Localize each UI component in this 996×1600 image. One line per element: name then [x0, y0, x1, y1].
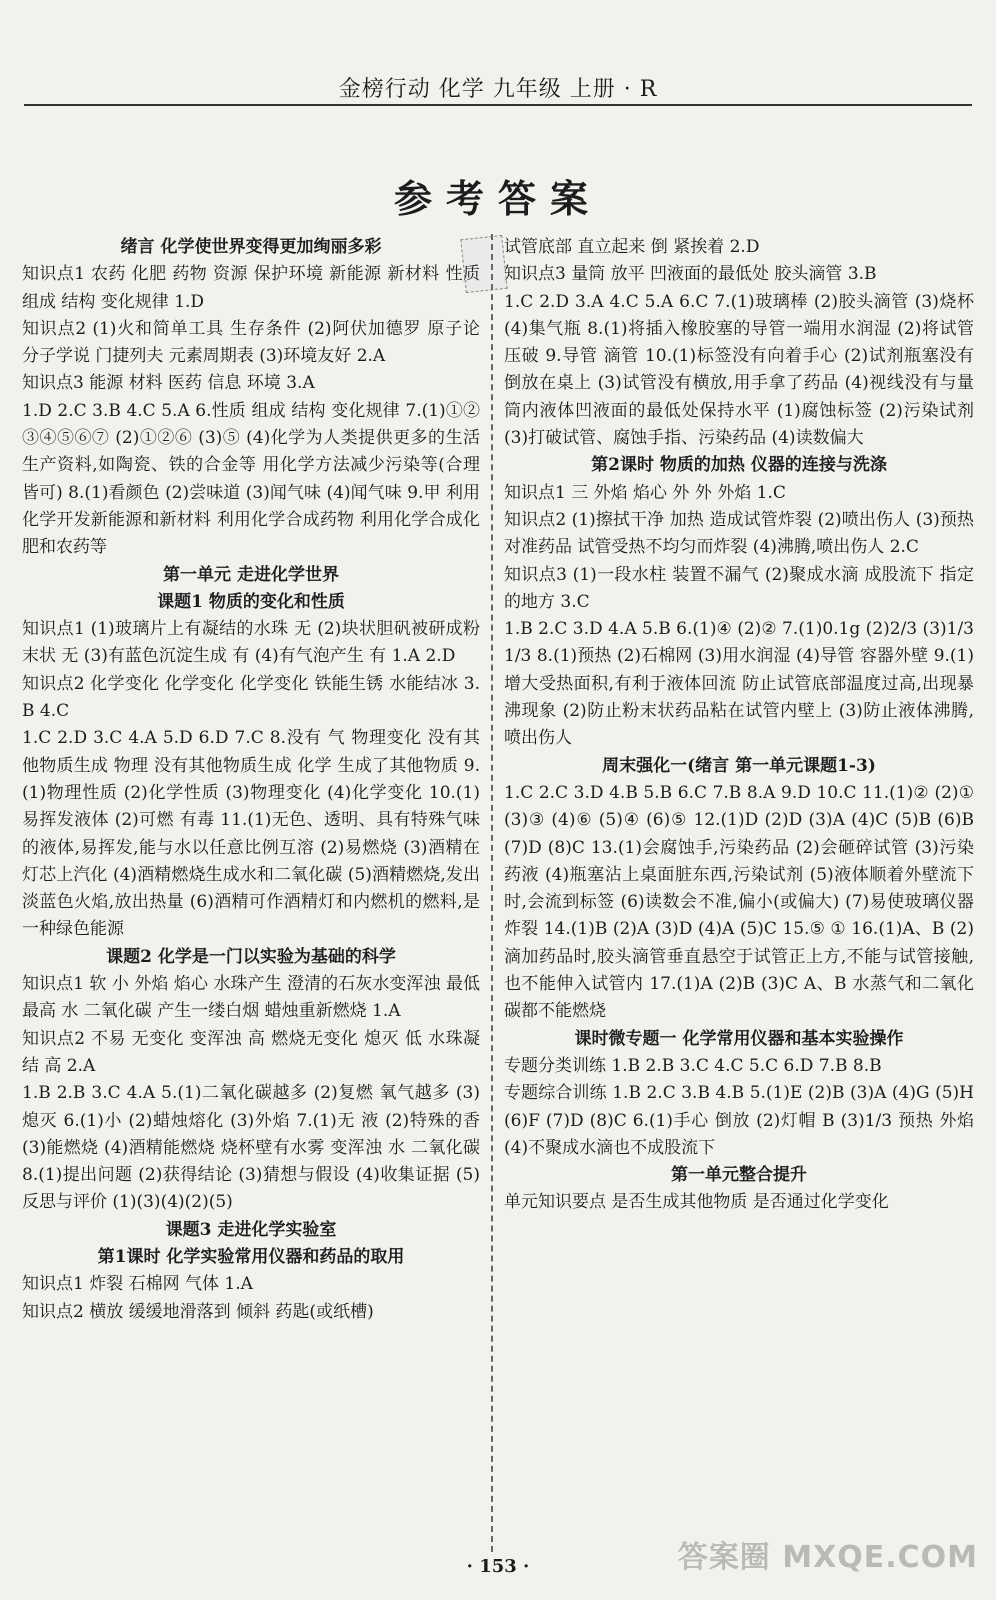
answer-paragraph: 知识点2 不易 无变化 变浑浊 高 燃烧无变化 熄灭 低 水珠凝结 高 2.A: [22, 1028, 480, 1076]
answer-paragraph: 1.C 2.C 3.D 4.B 5.B 6.C 7.B 8.A 9.D 10.C 11.(1)② (2)① (3)③ (4)⑥ (5)④ (6)⑤ 12.(1)D (2)D (3)A (4)C (5)B (6)B (7)D (8)C 13.(1)会腐蚀手,污染药品 (2)会砸碎试管 (3)污染药液 (4)瓶塞沾上桌面脏东西,污染试剂 (5)液体顺着外壁流下时,会流到标签 (6)读数会不准,偏小(或偏大) (7)易使玻璃仪器炸裂 14.(1)B (2)A (3)D (4)A (5)C 15.⑤ ① 16.(1)A、B (2)滴加药品时,胶头滴管垂直悬空于试管正上方,不能与试管接触,也不能伸入试管内 17.(1)A (2)B (3)C A、B 水蒸气和二氧化碳都不能燃烧: [504, 782, 974, 1022]
left-column: [22, 234, 480, 1326]
section-heading: 周末强化一(绪言 第一单元课题1-3): [602, 755, 876, 776]
section-heading: 课题3 走进化学实验室: [165, 1219, 337, 1240]
book-header: 金榜行动 化学 九年级 上册 · R: [338, 77, 658, 102]
answer-paragraph: 知识点3 能源 材料 医药 信息 环境 3.A: [22, 373, 315, 394]
answer-paragraph: 1.B 2.C 3.D 4.A 5.B 6.(1)④ (2)② 7.(1)0.1g (2)2/3 (3)1/3 1/3 8.(1)预热 (2)石棉网 (3)用水润湿 (4)导管 容器外壁 9.(1)增大受热面积,有利于液体回流 防止试管底部温度过高,出现暴沸现象 (2)防止粉末状药品粘在试管内壁上 (3)防止液体沸腾,喷出伤人: [504, 619, 974, 749]
answer-paragraph: 知识点1 农药 化肥 药物 资源 保护环境 新能源 新材料 性质 组成 结构 变化规律 1.D: [22, 264, 480, 312]
right-column: [504, 234, 974, 1217]
page-number: · 153 ·: [466, 1556, 530, 1577]
answer-paragraph: 1.C 2.D 3.A 4.C 5.A 6.C 7.(1)玻璃棒 (2)胶头滴管 (3)烧杯 (4)集气瓶 8.(1)将插入橡胶塞的导管一端用水润湿 (2)将试管压破 9.导管 滴管 10.(1)标签没有向着手心 (2)试剂瓶塞没有倒放在桌上 (3)试管没有横放,用手拿了药品 (4)视线没有与量筒内液体凹液面的最低处保持水平 (1)腐蚀标签 (2)污染试剂 (3)打破试管、腐蚀手指、污染药品 (4)读数偏大: [504, 291, 974, 449]
answer-paragraph: 知识点1 软 小 外焰 焰心 水珠产生 澄清的石灰水变浑浊 最低 最高 水 二氧化碳 产生一缕白烟 蜡烛重新燃烧 1.A: [22, 974, 480, 1022]
answer-paragraph: 知识点3 (1)一段水柱 装置不漏气 (2)聚成水滴 成股流下 指定的地方 3.C: [504, 564, 974, 612]
answer-paragraph: 知识点2 化学变化 化学变化 化学变化 铁能生锈 水能结冰 3.B 4.C: [22, 673, 480, 722]
answer-paragraph: 知识点1 三 外焰 焰心 外 外 外焰 1.C: [504, 482, 786, 503]
answer-paragraph: 知识点3 量筒 放平 凹液面的最低处 胶头滴管 3.B: [504, 264, 877, 285]
section-heading: 第一单元整合提升: [671, 1165, 807, 1186]
section-heading: 绪言 化学使世界变得更加绚丽多彩: [120, 237, 382, 257]
section-heading: 第1课时 化学实验常用仪器和药品的取用: [97, 1246, 405, 1267]
answer-paragraph: 1.B 2.B 3.C 4.A 5.(1)二氧化碳越多 (2)复燃 氧气越多 (3)熄灭 6.(1)小 (2)蜡烛熔化 (3)外焰 7.(1)无 液 (2)特殊的香 (3)能燃烧 (4)酒精能燃烧 烧杯壁有水雾 变浑浊 水 二氧化碳 8.(1)提出问题 (2)获得结论 (3)猜想与假设 (4)收集证据 (5)反思与评价 (1)(3)(4)(2)(5): [22, 1083, 480, 1213]
answer-paragraph: 试管底部 直立起来 倒 紧挨着 2.D: [504, 237, 760, 257]
page-title: 参考答案: [393, 176, 602, 221]
section-heading: 第2课时 物质的加热 仪器的连接与洗涤: [591, 455, 887, 476]
column-divider: [491, 234, 493, 1552]
answer-paragraph: 知识点1 (1)玻璃片上有凝结的水珠 无 (2)块状胆矾被研成粉末状 无 (3)有蓝色沉淀生成 有 (4)有气泡产生 有 1.A 2.D: [22, 619, 480, 667]
answer-paragraph: 专题综合训练 1.B 2.C 3.B 4.B 5.(1)E (2)B (3)A (4)G (5)H (6)F (7)D (8)C 6.(1)手心 倒放 (2)灯帽 B (3)1/3 预热 外焰 (4)不聚成水滴也不成股流下: [504, 1083, 974, 1158]
answer-paragraph: 知识点2 横放 缓缓地滑落到 倾斜 药匙(或纸槽): [22, 1301, 374, 1322]
answer-paragraph: 专题分类训练 1.B 2.B 3.C 4.C 5.C 6.D 7.B 8.B: [504, 1055, 882, 1076]
watermark-logo: 答案圈 MXQE.COM: [677, 1540, 978, 1575]
answer-paragraph: 1.C 2.D 3.C 4.A 5.D 6.D 7.C 8.没有 气 物理变化 没有其他物质生成 物理 没有其他物质生成 化学 生成了其他物质 9.(1)物理性质 (2)化学性质 (3)物理变化 (4)化学变化 10.(1)易挥发液体 (2)可燃 有毒 11.(1)无色、透明、具有特殊气味的液体,易挥发,能与水以任意比例互溶 (2)易燃烧 (3)酒精在灯芯上汽化 (4)酒精燃烧生成水和二氧化碳 (5)酒精燃烧,发出淡蓝色火焰,放出热量 (6)酒精可作酒精灯和内燃机的燃料,是一种绿色能源: [22, 728, 480, 940]
header-rule: [24, 104, 972, 106]
section-heading: 第一单元 走进化学世界: [163, 564, 339, 585]
answer-paragraph: 单元知识要点 是否生成其他物质 是否通过化学变化: [504, 1192, 889, 1213]
section-heading: 课时微专题一 化学常用仪器和基本实验操作: [574, 1028, 904, 1049]
answer-paragraph: 知识点2 (1)火和简单工具 生存条件 (2)阿伏加德罗 原子论 分子学说 门捷列夫 元素周期表 (3)环境友好 2.A: [22, 318, 480, 367]
section-heading: 课题2 化学是一门以实验为基础的科学: [106, 946, 396, 967]
answer-paragraph: 知识点2 (1)擦拭干净 加热 造成试管炸裂 (2)喷出伤人 (3)预热 对准药品 试管受热不均匀而炸裂 (4)沸腾,喷出伤人 2.C: [504, 509, 974, 558]
answer-paragraph: 1.D 2.C 3.B 4.C 5.A 6.性质 组成 结构 变化规律 7.(1)①②③④⑤⑥⑦ (2)①②⑥ (3)⑤ (4)化学为人类提供更多的生活生产资料,如陶瓷、铁的合金等 用化学方法减少污染等(合理皆可) 8.(1)看颜色 (2)尝味道 (3)闻气味 (4)闻气味 9.甲 利用化学开发新能源和新材料 利用化学合成药物 利用化学合成化肥和农药等: [22, 400, 480, 558]
section-heading: 课题1 物质的变化和性质: [157, 591, 345, 612]
answer-paragraph: 知识点1 炸裂 石棉网 气体 1.A: [22, 1274, 253, 1295]
